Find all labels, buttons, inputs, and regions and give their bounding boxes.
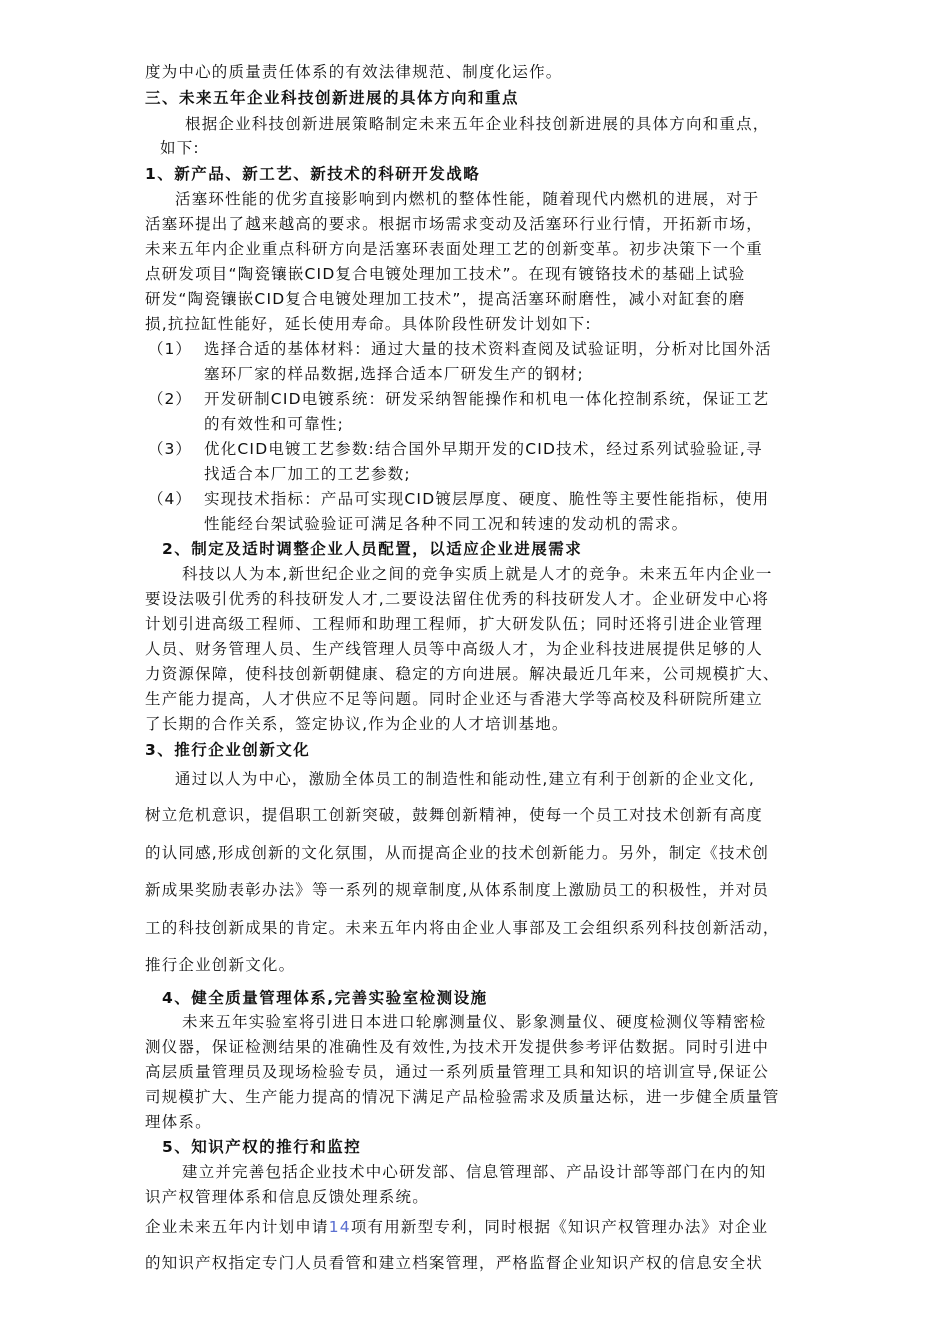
list-item: 找适合本厂加工的工艺参数;	[204, 465, 411, 483]
subsection-heading: 3、推行企业创新文化	[145, 741, 311, 759]
paragraph-line: 新成果奖励表彰办法》等一系列的规章制度,从体系制度上激励员工的积极性，并对员	[145, 881, 770, 899]
text-segment: 项有用新型专利，同时根据《知识产权管理办法》对企业	[350, 1218, 769, 1236]
paragraph-line: 司规模扩大、生产能力提高的情况下满足产品检验需求及质量达标，进一步健全质量管	[145, 1088, 780, 1106]
paragraph-line: 未来五年内企业重点科研方向是活塞环表面处理工艺的创新变革。初步决策下一个重	[145, 240, 763, 258]
subsection-heading: 2、制定及适时调整企业人员配置，以适应企业进展需求	[162, 540, 583, 558]
list-number: （3）	[148, 440, 192, 458]
list-item: 实现技术指标：产品可实现CID镀层厚度、硬度、脆性等主要性能指标，使用	[204, 490, 770, 508]
paragraph-line: 理体系。	[145, 1113, 212, 1131]
subsection-heading: 1、新产品、新工艺、新技术的科研开发战略	[145, 165, 481, 183]
paragraph-line: 建立并完善包括企业技术中心研发部、信息管理部、产品设计部等部门在内的知	[182, 1163, 767, 1181]
paragraph-line: 通过以人为中心，激励全体员工的制造性和能动性,建立有利于创新的企业文化,	[175, 770, 756, 788]
paragraph-line: 测仪器，保证检测结果的准确性及有效性,为技术开发提供参考评估数据。同时引进中	[145, 1038, 770, 1056]
subsection-heading: 4、健全质量管理体系,完善实验室检测设施	[162, 989, 488, 1007]
paragraph-line: 推行企业创新文化。	[145, 956, 296, 974]
paragraph-line: 要设法吸引优秀的科技研发人才,二要设法留住优秀的科技研发人才。企业研发中心将	[145, 590, 770, 608]
paragraph-line: 损,抗拉缸性能好，延长使用寿命。具体阶段性研发计划如下:	[145, 315, 592, 333]
paragraph-line	[145, 1217, 768, 1237]
list-item: 选择合适的基体材料：通过大量的技术资料查阅及试验证明，分析对比国外活	[204, 340, 772, 358]
list-number: （1）	[148, 340, 192, 358]
paragraph-line: 活塞环提出了越来越高的要求。根据市场需求变动及活塞环行业行情，开拓新市场，	[145, 215, 763, 233]
list-item: 的有效性和可靠性;	[204, 415, 345, 433]
paragraph-line: 根据企业科技创新进展策略制定未来五年企业科技创新进展的具体方向和重点，	[185, 115, 770, 133]
paragraph-line: 的认同感,形成创新的文化氛围，从而提高企业的技术创新能力。另外，制定《技术创	[145, 844, 770, 862]
list-item: 开发研制CID电镀系统：研发采纳智能操作和机电一体化控制系统，保证工艺	[204, 390, 770, 408]
paragraph-line: 高层质量管理员及现场检验专员，通过一系列质量管理工具和知识的培训宣导,保证公	[145, 1063, 770, 1081]
paragraph-line: 工的科技创新成果的肯定。未来五年内将由企业人事部及工会组织系列科技创新活动，	[145, 919, 780, 937]
list-item: 塞环厂家的样品数据,选择合适本厂研发生产的钢材;	[204, 365, 584, 383]
list-item: 性能经台架试验验证可满足各种不同工况和转速的发动机的需求。	[204, 515, 689, 533]
list-number: （2）	[148, 390, 192, 408]
paragraph-line: 未来五年实验室将引进日本进口轮廓测量仪、影象测量仪、硬度检测仪等精密检	[182, 1013, 767, 1031]
paragraph-line: 点研发项目“陶瓷镶嵌CID复合电镀处理加工技术”。在现有镀铬技术的基础上试验	[145, 265, 746, 283]
paragraph-line: 力资源保障，使科技创新朝健康、稳定的方向进展。解决最近几年来，公司规模扩大、	[145, 665, 780, 683]
highlighted-number: 14	[328, 1218, 351, 1236]
paragraph-line: 如下:	[160, 139, 200, 157]
paragraph-line: 研发“陶瓷镶嵌CID复合电镀处理加工技术”，提高活塞环耐磨性，减小对缸套的磨	[145, 290, 746, 308]
paragraph-line: 科技以人为本,新世纪企业之间的竞争实质上就是人才的竞争。未来五年内企业一	[182, 565, 773, 583]
paragraph-line: 树立危机意识，提倡职工创新突破，鼓舞创新精神，使每一个员工对技术创新有高度	[145, 806, 763, 824]
paragraph-line: 生产能力提高，人才供应不足等问题。同时企业还与香港大学等高校及科研院所建立	[145, 690, 763, 708]
paragraph-line: 人员、财务管理人员、生产线管理人员等中高级人才，为企业科技进展提供足够的人	[145, 640, 763, 658]
paragraph-line: 度为中心的质量责任体系的有效法律规范、制度化运作。	[145, 63, 563, 81]
section-heading: 三、未来五年企业科技创新进展的具体方向和重点	[145, 89, 520, 107]
paragraph-line: 识产权管理体系和信息反馈处理系统。	[145, 1188, 429, 1206]
subsection-heading: 5、知识产权的推行和监控	[162, 1138, 362, 1156]
paragraph-line: 了长期的合作关系，签定协议,作为企业的人才培训基地。	[145, 715, 569, 733]
paragraph-line: 的知识产权指定专门人员看管和建立档案管理，严格监督企业知识产权的信息安全状	[145, 1254, 763, 1272]
paragraph-line: 计划引进高级工程师、工程师和助理工程师，扩大研发队伍；同时还将引进企业管理	[145, 615, 763, 633]
list-item: 优化CID电镀工艺参数:结合国外早期开发的CID技术，经过系列试验验证,寻	[204, 440, 763, 458]
list-number: （4）	[148, 490, 192, 508]
text-segment: 企业未来五年内计划申请	[145, 1218, 329, 1236]
paragraph-line: 活塞环性能的优劣直接影响到内燃机的整体性能，随着现代内燃机的进展，对于	[175, 190, 760, 208]
